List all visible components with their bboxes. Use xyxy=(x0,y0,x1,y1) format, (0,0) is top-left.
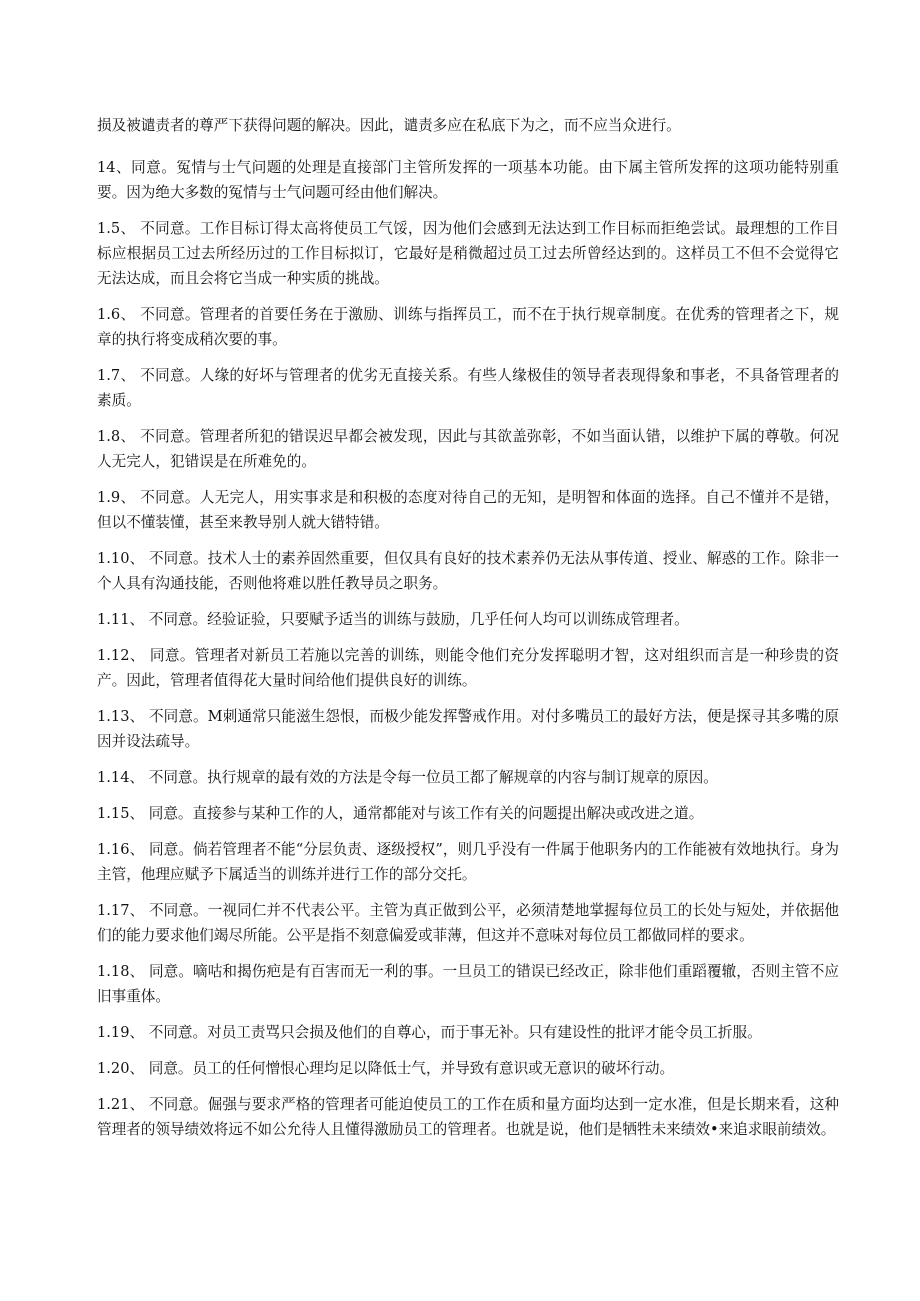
paragraph-item-1-8: 1.8、 不同意。管理者所犯的错误迟早都会被发现，因此与其欲盖弥彰，不如当面认错，以维护下属的尊敬。何况人无完人，犯错误是在所难免的。 xyxy=(97,428,839,470)
paragraph-item-14: 14、同意。冤情与士气问题的处理是直接部门主管所发挥的一项基本功能。由下属主管所发挥的这项功能特别重要。因为绝大多数的冤情与士气问题可经由他们解决。 xyxy=(97,159,839,201)
paragraph-item-1-18: 1.18、 同意。嘀咕和揭伤疤是有百害而无一利的事。一旦员工的错误已经改正，除非他们重蹈覆辙，否则主管不应旧事重体。 xyxy=(97,963,839,1005)
paragraph-item-1-19: 1.19、 不同意。对员工责骂只会损及他们的自尊心，而于事无补。只有建设性的批评才能令员工折服。 xyxy=(97,1024,762,1041)
paragraph-item-1-7: 1.7、 不同意。人缘的好坏与管理者的优劣无直接关系。有些人缘极佳的领导者表现得象和事老，不具备管理者的素质。 xyxy=(97,367,839,409)
paragraph-item-1-15: 1.15、 同意。直接参与某种工作的人，通常都能对与该工作有关的问题提出解决或改进之道。 xyxy=(97,805,704,822)
paragraph-item-1-14: 1.14、 不同意。执行规章的最有效的方法是令每一位员工都了解规章的内容与制订规章的原因。 xyxy=(97,769,718,786)
paragraph-item-1-17: 1.17、 不同意。一视同仁并不代表公平。主管为真正做到公平，必须清楚地掌握每位员工的长处与短处，并依据他们的能力要求他们竭尽所能。公平是指不刻意偏爱或菲薄，但这并不意味对每位员工都做同样的要求。 xyxy=(97,902,839,944)
paragraph-item-1-21: 1.21、 不同意。倔强与要求严格的管理者可能迫使员工的工作在质和量方面均达到一定水准，但是长期来看，这种管理者的领导绩效将远不如公允待人且懂得激励员工的管理者。也就是说，他们是牺牲未来绩效•来追求眼前绩效。 xyxy=(97,1096,839,1138)
paragraph-continuation: 损及被谴责者的尊严下获得问题的解决。因此，谴责多应在私底下为之，而不应当众进行。 xyxy=(97,117,681,134)
paragraph-item-1-16: 1.16、 同意。倘若管理者不能“分层负责、逐级授权”，则几乎没有一件属于他职务内的工作能被有效地执行。身为主管，他理应赋予下属适当的训练并进行工作的部分交托。 xyxy=(97,841,839,883)
document-page xyxy=(97,113,839,1153)
paragraph-item-1-6: 1.6、 不同意。管理者的首要任务在于激励、训练与指挥员工，而不在于执行规章制度。在优秀的管理者之下，规章的执行将变成稍次要的事。 xyxy=(97,306,839,348)
paragraph-item-1-5: 1.5、 不同意。工作目标订得太高将使员工气馁，因为他们会感到无法达到工作目标而拒绝尝试。最理想的工作目标应根据员工过去所经历过的工作目标拟订，它最好是稍微超过员工过去所曾经达到的。这样员工不但不会觉得它无法达成，而且会将它当成一种实质的挑战。 xyxy=(97,220,839,287)
paragraph-item-1-20: 1.20、 同意。员工的任何憎恨心理均足以降低士气，并导致有意识或无意识的破坏行动。 xyxy=(97,1060,675,1077)
paragraph-item-1-10: 1.10、 不同意。技术人士的素养固然重要，但仅具有良好的技术素养仍无法从事传道、授业、解惑的工作。除非一个人具有沟通技能，否则他将难以胜任教导员之职务。 xyxy=(97,550,839,592)
paragraph-item-1-13: 1.13、 不同意。M刺通常只能滋生怨恨，而极少能发挥警戒作用。对付多嘴员工的最好方法，便是探寻其多嘴的原因并设法疏导。 xyxy=(97,708,839,750)
paragraph-item-1-9: 1.9、 不同意。人无完人，用实事求是和积极的态度对待自己的无知，是明智和体面的选择。自己不懂并不是错，但以不懂装懂，甚至来教导别人就大错特错。 xyxy=(97,489,839,531)
paragraph-item-1-12: 1.12、 同意。管理者对新员工若施以完善的训练，则能令他们充分发挥聪明才智，这对组织而言是一种珍贵的资产。因此，管理者值得花大量时间给他们提供良好的训练。 xyxy=(97,647,839,689)
paragraph-item-1-11: 1.11、 不同意。经验证验，只要赋予适当的训练与鼓励，几乎任何人均可以训练成管理者。 xyxy=(97,611,689,628)
